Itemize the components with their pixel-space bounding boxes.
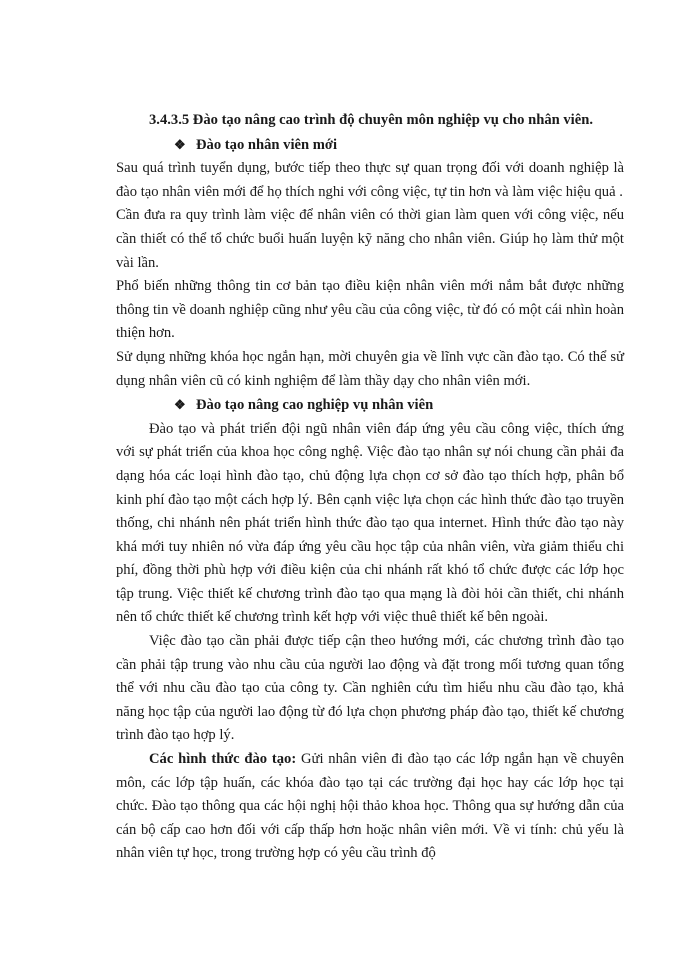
paragraph: Cần đưa ra quy trình làm việc để nhân viên có thời gian làm quen với công việc, nếu cần thiết có thể tổ chức buổi huấn luyện kỹ năng cho nhân viên. Giúp họ làm thử một vài lần. xyxy=(116,207,624,271)
paragraph-training-forms xyxy=(116,748,624,866)
diamond-bullet-icon: ❖ xyxy=(174,397,186,413)
paragraph: Việc đào tạo cần phải được tiếp cận theo hướng mới, các chương trình đào tạo cần phải tập trung vào nhu cầu của người lao động và đặt trong mối tương quan tổng thể với nhu cầu đào tạo của công ty. Cần nghiên cứu tìm hiểu nhu cầu đào tạo, khả năng học tập của người lao động từ đó lựa chọn phương pháp đào tạo, thiết kế chương trình đào tạo hợp lý. xyxy=(116,633,624,744)
section-heading: 3.4.3.5 Đào tạo nâng cao trình độ chuyên môn nghiệp vụ cho nhân viên. xyxy=(149,112,593,128)
run-in-text: Gửi nhân viên đi đào tạo các lớp ngắn hạn về chuyên môn, các lớp tập huấn, các khóa đào tạo tại các trường đại học hay các lớp học tại chức. Đào tạo thông qua các hội nghị hội thảo khoa học. Thông qua sự hướng dẫn của cán bộ cấp cao hơn đối với cấp thấp hơn hoặc nhân viên mới. Về vi tính: chủ yếu là nhân viên tự học, trong trường hợp có yêu cầu trình độ xyxy=(116,751,624,862)
paragraph: Sau quá trình tuyển dụng, bước tiếp theo thực sự quan trọng đối với doanh nghiệp là đào tạo nhân viên mới để họ thích nghi với công việc, tự tin hơn và làm việc hiệu quả . xyxy=(116,160,624,200)
document-body xyxy=(116,109,624,866)
subsection-title: Đào tạo nâng cao nghiệp vụ nhân viên xyxy=(196,397,434,414)
subsection-title: Đào tạo nhân viên mới xyxy=(196,136,338,153)
paragraph: Phổ biến những thông tin cơ bản tạo điều kiện nhân viên mới nắm bắt được những thông tin về doanh nghiệp cũng như yêu cầu của công việc, từ đó có một cái nhìn hoàn thiện hơn. xyxy=(116,278,624,342)
paragraph: Đào tạo và phát triển đội ngũ nhân viên đáp ứng yêu cầu công việc, thích ứng với sự phát triển của khoa học công nghệ. Việc đào tạo nhân sự nói chung cần phải đa dạng hóa các loại hình đào tạo, chủ động lựa chọn cơ sở đào tạo thích hợp, phân bổ kinh phí đào tạo một cách hợp lý. Bên cạnh việc lựa chọn các hình thức đào tạo truyền thống, chi nhánh nên phát triển hình thức đào tạo qua internet. Hình thức đào tạo này khá mới tuy nhiên nó vừa đáp ứng yêu cầu học tập của nhân viên, vừa giảm thiểu chi phí, đồng thời phù hợp với điều kiện của chi nhánh rất khó tổ chức được các lớp học tập trung. Việc thiết kế chương trình đào tạo qua mạng là đòi hỏi cần thiết, chi nhánh nên tổ chức thiết kế chương trình kết hợp với việc thuê thiết kế bên ngoài. xyxy=(116,420,624,626)
subsection-heading-advanced-training xyxy=(116,393,624,418)
subsection-heading-new-staff xyxy=(116,133,624,158)
diamond-bullet-icon: ❖ xyxy=(174,136,186,152)
paragraph: Sử dụng những khóa học ngắn hạn, mời chuyên gia về lĩnh vực cần đào tạo. Có thể sử dụng nhân viên cũ có kinh nghiệm để làm thầy dạy cho nhân viên mới. xyxy=(116,348,624,389)
run-in-label: Các hình thức đào tạo: xyxy=(149,751,297,768)
